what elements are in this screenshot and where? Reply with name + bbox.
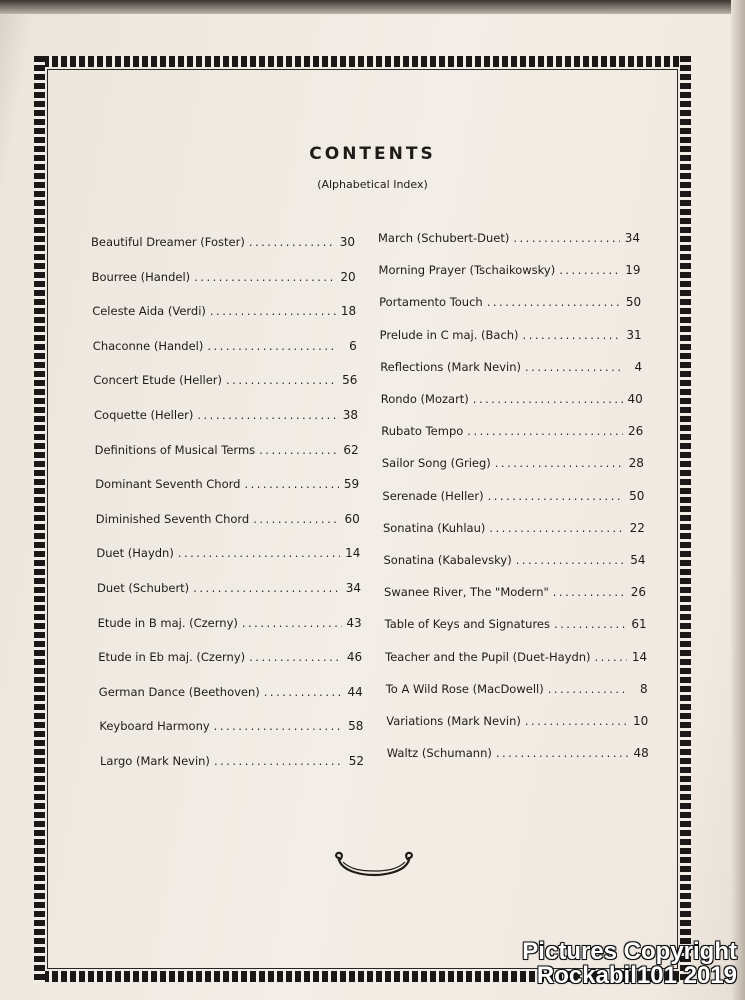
toc-entry-title: Waltz (Schumann) bbox=[386, 746, 492, 761]
page-top-shadow bbox=[0, 0, 745, 14]
toc-entry-title: March (Schubert-Duet) bbox=[378, 231, 510, 245]
toc-entry bbox=[382, 489, 644, 503]
watermark-line-2: Rockabil101 2019 bbox=[536, 962, 737, 989]
toc-leader-dots bbox=[496, 746, 629, 760]
toc-entry-page: 20 bbox=[340, 269, 356, 284]
toc-entry bbox=[92, 270, 356, 284]
toc-entry-page: 61 bbox=[631, 617, 647, 632]
toc-entry-page: 26 bbox=[628, 424, 644, 439]
toc-entry-page: 40 bbox=[627, 392, 643, 406]
toc-leader-dots bbox=[197, 408, 338, 422]
toc-leader-dots bbox=[548, 682, 628, 696]
toc-entry-title: Prelude in C maj. (Bach) bbox=[379, 327, 519, 342]
toc-entry-page: 14 bbox=[345, 546, 361, 561]
toc-entry bbox=[92, 304, 356, 318]
toc-leader-dots bbox=[525, 360, 622, 374]
toc-entry-title: Serenade (Heller) bbox=[382, 488, 484, 503]
toc-entry-page: 38 bbox=[342, 408, 358, 422]
toc-entry bbox=[378, 231, 640, 245]
toc-entry-title: Largo (Mark Nevin) bbox=[100, 754, 210, 768]
toc-entry-page: 34 bbox=[624, 231, 640, 245]
toc-entry-page: 4 bbox=[634, 359, 643, 374]
toc-leader-dots bbox=[214, 754, 344, 768]
toc-entry bbox=[382, 456, 644, 470]
toc-entry-title: Etude in Eb maj. (Czerny) bbox=[98, 650, 246, 665]
toc-entry-page: 19 bbox=[625, 263, 641, 278]
toc-entry-title: Beautiful Dreamer (Foster) bbox=[91, 235, 245, 249]
toc-entry-page: 54 bbox=[630, 553, 646, 567]
toc-entry-title: Keyboard Harmony bbox=[99, 719, 210, 734]
border-left bbox=[34, 56, 45, 982]
toc-entry-page: 26 bbox=[630, 585, 647, 600]
toc-entry-title: Duet (Schubert) bbox=[97, 581, 190, 595]
toc-entry bbox=[99, 685, 363, 699]
toc-entry bbox=[95, 477, 359, 491]
toc-entry-page: 58 bbox=[348, 719, 364, 734]
border-top bbox=[34, 56, 691, 67]
toc-entry-title: Diminished Seventh Chord bbox=[95, 511, 250, 526]
toc-entry bbox=[98, 616, 362, 630]
toc-leader-dots bbox=[264, 685, 343, 699]
toc-entry-title: Teacher and the Pupil (Duet-Haydn) bbox=[385, 649, 591, 664]
scroll-ornament-icon bbox=[333, 848, 415, 880]
toc-entry bbox=[98, 650, 362, 664]
toc-entry-page: 30 bbox=[339, 235, 355, 249]
toc-entry-page: 46 bbox=[346, 650, 363, 665]
toc-entry bbox=[387, 746, 649, 760]
toc-entry-title: Rubato Tempo bbox=[381, 424, 464, 439]
toc-entry-page: 22 bbox=[629, 520, 645, 535]
toc-entry bbox=[383, 521, 645, 535]
toc-entry bbox=[380, 328, 642, 342]
toc-entry bbox=[381, 424, 643, 438]
toc-leader-dots bbox=[253, 512, 340, 526]
toc-leader-dots bbox=[194, 270, 335, 284]
toc-leader-dots bbox=[595, 650, 628, 664]
toc-entry-page: 34 bbox=[345, 581, 361, 595]
toc-entry bbox=[381, 392, 643, 406]
toc-leader-dots bbox=[242, 616, 342, 630]
toc-entry-page: 60 bbox=[344, 511, 360, 526]
toc-leader-dots bbox=[553, 585, 626, 599]
toc-entry bbox=[384, 553, 646, 567]
page-subtitle: (Alphabetical Index) bbox=[317, 178, 428, 191]
toc-entry bbox=[99, 719, 363, 733]
toc-entry-title: Definitions of Musical Terms bbox=[94, 442, 256, 457]
toc-entry-page: 31 bbox=[626, 327, 642, 342]
toc-entry-page: 28 bbox=[628, 456, 644, 471]
toc-entry-title: Celeste Aida (Verdi) bbox=[92, 304, 206, 319]
toc-entry bbox=[379, 263, 641, 277]
toc-leader-dots bbox=[516, 553, 626, 567]
toc-entry-page: 43 bbox=[346, 615, 362, 630]
toc-leader-dots bbox=[487, 295, 621, 309]
toc-entry-title: Sonatina (Kabalevsky) bbox=[383, 553, 512, 567]
toc-leader-dots bbox=[214, 719, 344, 733]
toc-entry bbox=[386, 714, 648, 728]
toc-entry-page: 44 bbox=[347, 684, 363, 699]
toc-entry-page: 50 bbox=[625, 295, 642, 310]
toc-leader-dots bbox=[473, 392, 623, 406]
toc-entry-title: Table of Keys and Signatures bbox=[384, 617, 550, 632]
toc-entry-title: Morning Prayer (Tschaikowsky) bbox=[378, 263, 556, 278]
toc-leader-dots bbox=[249, 235, 335, 249]
toc-entry-title: To A Wild Rose (MacDowell) bbox=[385, 681, 544, 696]
toc-entry bbox=[379, 295, 641, 309]
toc-entry bbox=[385, 617, 647, 631]
toc-entry bbox=[384, 585, 646, 599]
toc-entry bbox=[386, 682, 648, 696]
toc-entry bbox=[93, 373, 357, 387]
toc-entry-title: Swanee River, The "Modern" bbox=[384, 585, 549, 600]
toc-entry bbox=[96, 512, 360, 526]
toc-entry bbox=[91, 235, 355, 249]
toc-entry-title: Variations (Mark Nevin) bbox=[386, 714, 521, 728]
toc-leader-dots bbox=[495, 456, 624, 470]
toc-leader-dots bbox=[523, 328, 622, 342]
toc-entry-title: Coquette (Heller) bbox=[94, 408, 194, 422]
toc-entry-page: 56 bbox=[342, 373, 358, 388]
toc-leader-dots bbox=[513, 231, 620, 245]
toc-entry-title: Dominant Seventh Chord bbox=[95, 477, 241, 492]
toc-entry-title: Sailor Song (Grieg) bbox=[381, 456, 491, 471]
toc-leader-dots bbox=[244, 477, 339, 491]
toc-entry-title: German Dance (Beethoven) bbox=[98, 684, 260, 699]
toc-leader-dots bbox=[467, 424, 623, 438]
toc-entry bbox=[100, 754, 364, 768]
toc-leader-dots bbox=[525, 714, 628, 728]
toc-entry-title: Duet (Haydn) bbox=[96, 546, 174, 561]
toc-entry-title: Sonatina (Kuhlau) bbox=[382, 520, 486, 535]
toc-leader-dots bbox=[210, 304, 336, 318]
toc-entry-page: 50 bbox=[629, 488, 645, 503]
toc-entry-title: Reflections (Mark Nevin) bbox=[380, 359, 522, 374]
toc-leader-dots bbox=[193, 581, 341, 595]
toc-leader-dots bbox=[559, 263, 620, 277]
toc-entry-title: Bourree (Handel) bbox=[91, 269, 191, 284]
toc-entry-title: Concert Etude (Heller) bbox=[93, 373, 223, 388]
toc-leader-dots bbox=[249, 650, 342, 664]
toc-entry-title: Portamento Touch bbox=[379, 295, 483, 310]
toc-entry-page: 10 bbox=[632, 714, 649, 728]
page-title: CONTENTS bbox=[309, 144, 436, 164]
toc-entry-title: Etude in B maj. (Czerny) bbox=[97, 615, 238, 630]
toc-entry-page: 52 bbox=[348, 754, 364, 768]
toc-entry bbox=[380, 360, 642, 374]
toc-entry-page: 59 bbox=[343, 477, 360, 492]
toc-entry bbox=[385, 650, 647, 664]
toc-leader-dots bbox=[259, 443, 338, 457]
toc-leader-dots bbox=[226, 373, 337, 387]
toc-entry bbox=[96, 546, 360, 560]
toc-entry bbox=[94, 408, 358, 422]
toc-entry-page: 48 bbox=[633, 746, 649, 761]
toc-entry bbox=[97, 581, 361, 595]
toc-entry-title: Chaconne (Handel) bbox=[92, 338, 204, 353]
toc-entry bbox=[95, 443, 359, 457]
toc-entry bbox=[93, 339, 357, 353]
toc-entry-page: 18 bbox=[340, 304, 357, 319]
watermark-line-1: Pictures Copyright bbox=[522, 938, 737, 965]
toc-leader-dots bbox=[488, 489, 625, 503]
toc-leader-dots bbox=[207, 339, 336, 353]
toc-entry-page: 62 bbox=[343, 442, 359, 457]
toc-entry-page: 6 bbox=[349, 338, 357, 353]
toc-leader-dots bbox=[554, 617, 627, 631]
toc-entry-page: 14 bbox=[631, 649, 648, 664]
toc-leader-dots bbox=[489, 521, 625, 535]
toc-entry-page: 8 bbox=[640, 681, 648, 696]
toc-entry-title: Rondo (Mozart) bbox=[380, 392, 469, 406]
border-right bbox=[680, 56, 691, 982]
toc-leader-dots bbox=[178, 546, 341, 560]
